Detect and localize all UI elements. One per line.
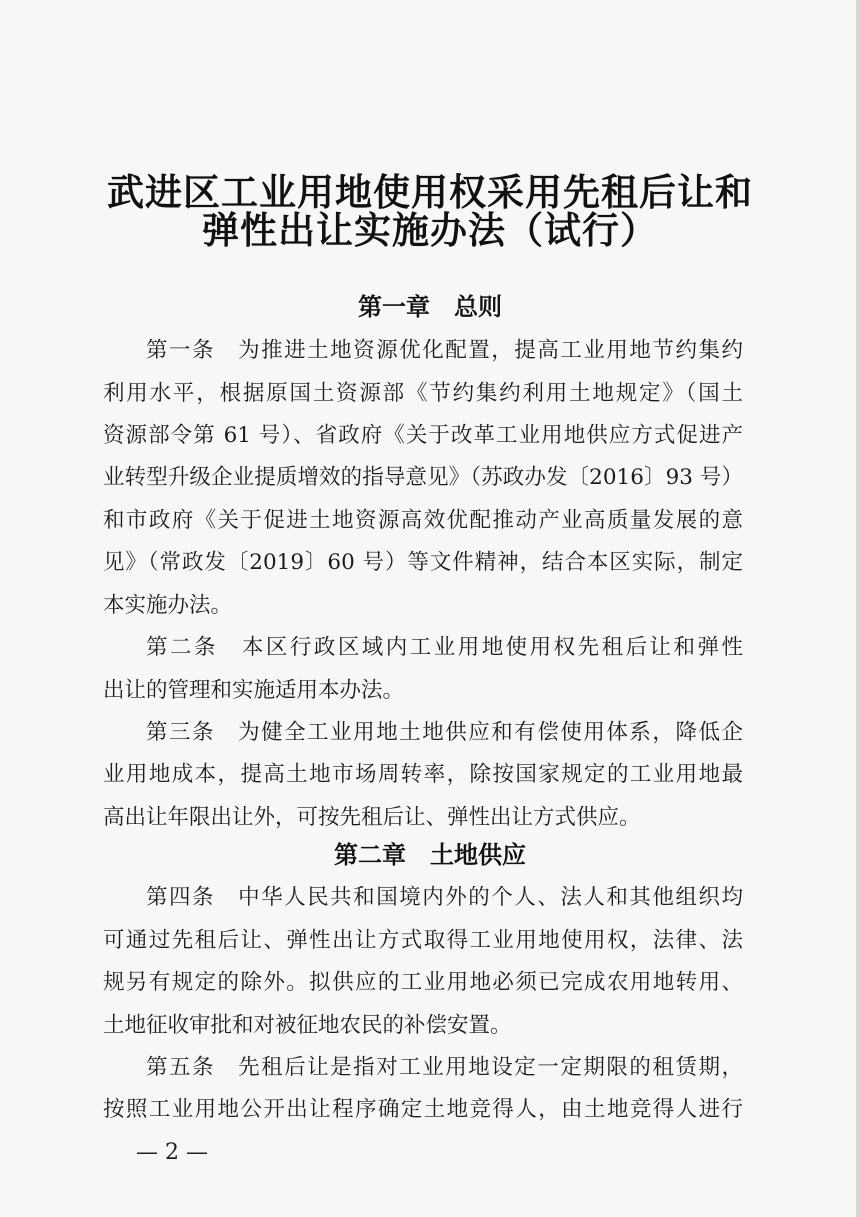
article-5-line-1: 第五条 先租后让是指对工业用地设定一定期限的租赁期， [146,1055,743,1080]
article-1-line-7: 本实施办法。 [103,593,233,618]
article-1-line-2: 利用水平，根据原国土资源部《节约集约利用土地规定》（国土 [103,381,743,406]
article-4-line-4: 土地征收审批和对被征地农民的补偿安置。 [103,1013,512,1038]
article-1-line-4: 业转型升级企业提质增效的指导意见》（苏政办发〔2016〕93 号） [103,465,743,490]
article-4-line-1: 第四条 中华人民共和国境内外的个人、法人和其他组织均 [146,885,743,910]
page-number: — 2 — [136,1140,208,1165]
article-3-line-1: 第三条 为健全工业用地土地供应和有偿使用体系，降低企 [146,720,743,745]
article-4-line-2: 可通过先租后让、弹性出让方式取得工业用地使用权，法律、法 [103,928,743,953]
chapter-heading-2: 第二章 土地供应 [334,841,526,869]
article-3-line-3: 高出让年限出让外，可按先租后让、弹性出让方式供应。 [103,805,641,830]
article-1-line-6: 见》（常政发〔2019〕60 号）等文件精神，结合本区实际，制定 [103,550,743,575]
article-1-line-5: 和市政府《关于促进土地资源高效优配推动产业高质量发展的意 [103,508,743,533]
article-3-line-2: 业用地成本，提高土地市场周转率，除按国家规定的工业用地最 [103,762,743,787]
document-title-line-1: 武进区工业用地使用权采用先租后让和 [107,171,753,214]
article-1-line-1: 第一条 为推进土地资源优化配置，提高工业用地节约集约 [146,338,743,363]
document-title-line-2: 弹性出让实施办法（试行） [202,209,658,252]
chapter-heading-1: 第一章 总则 [358,293,502,321]
article-2-line-1: 第二条 本区行政区域内工业用地使用权先租后让和弹性 [146,635,743,660]
article-4-line-3: 规另有规定的除外。拟供应的工业用地必须已完成农用地转用、 [103,970,743,995]
article-5-line-2: 按照工业用地公开出让程序确定土地竞得人，由土地竞得人进行 [103,1097,743,1122]
article-2-line-2: 出让的管理和实施适用本办法。 [103,678,405,703]
article-1-line-3: 资源部令第 61 号）、省政府《关于改革工业用地供应方式促进产 [103,423,743,448]
